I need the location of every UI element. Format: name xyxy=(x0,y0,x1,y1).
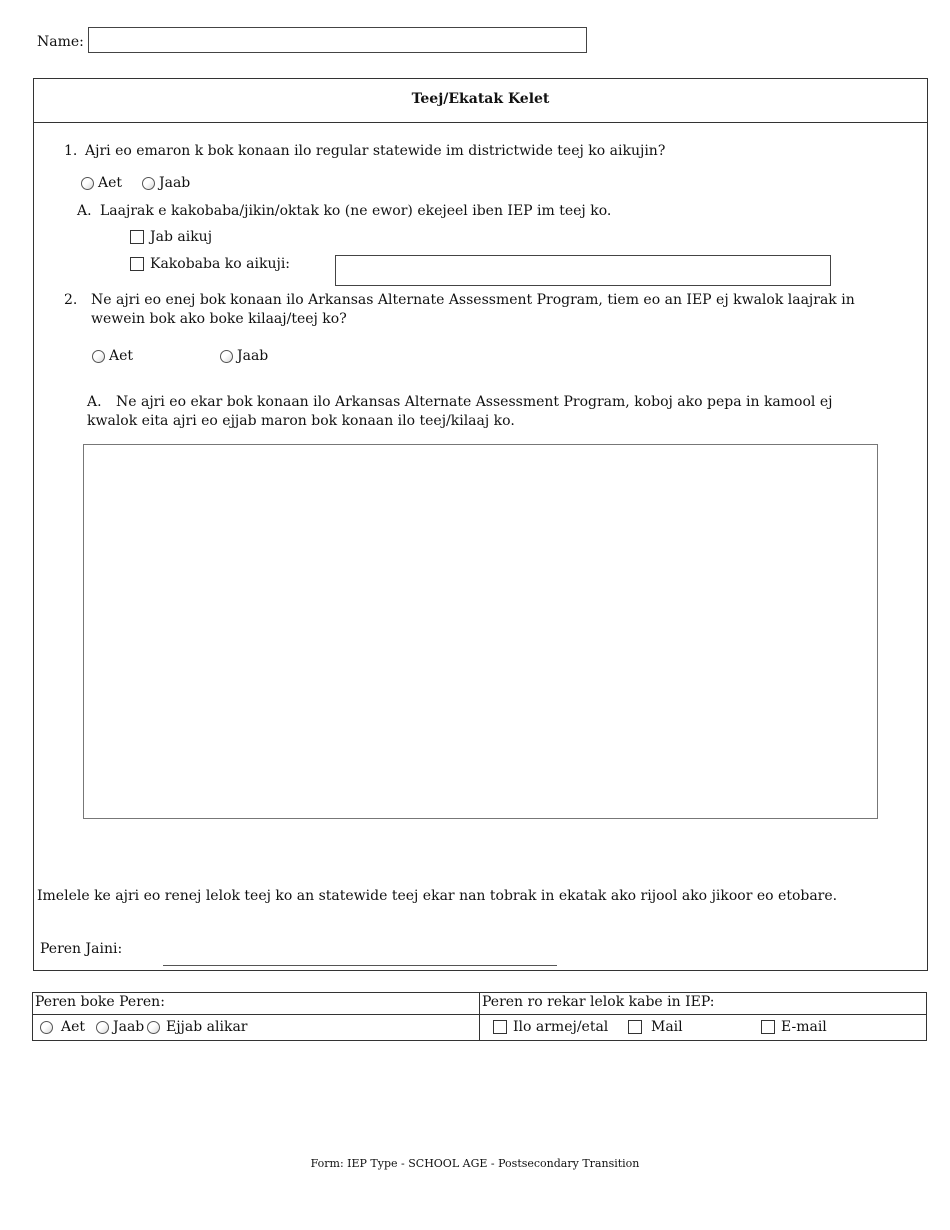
section-title-divider xyxy=(33,122,928,123)
q1-text: Ajri eo emaron k bok konaan ilo regular statewide im districtwide teej ko aikujin? xyxy=(85,143,666,159)
iep-copy-header: Peren ro rekar lelok kabe in IEP: xyxy=(482,994,715,1010)
name-input[interactable] xyxy=(88,27,587,53)
q1-no-label: Jaab xyxy=(159,175,191,191)
delivery-option-in-person[interactable] xyxy=(493,1018,608,1036)
parent-yes-radio[interactable] xyxy=(40,1021,53,1034)
in-person-checkbox[interactable] xyxy=(493,1020,507,1034)
accommodations-label: Kakobaba ko aikuji: xyxy=(150,256,291,272)
q1a-letter: A. xyxy=(77,203,92,219)
parent-no-radio[interactable] xyxy=(96,1021,109,1034)
accommodations-checkbox[interactable] xyxy=(130,257,144,271)
not-needed-checkbox[interactable] xyxy=(130,230,144,244)
parent-unknown-radio[interactable] xyxy=(147,1021,160,1034)
parent-option-no[interactable] xyxy=(96,1018,144,1036)
email-checkbox[interactable] xyxy=(761,1020,775,1034)
name-label: Name: xyxy=(37,34,84,50)
q1-number: 1. xyxy=(64,143,78,159)
q1-option-no[interactable] xyxy=(142,174,190,192)
q2-option-yes[interactable] xyxy=(92,347,133,365)
email-label: E-mail xyxy=(781,1019,827,1035)
form-footer: Form: IEP Type - SCHOOL AGE - Postsecondary Transition xyxy=(310,1157,640,1170)
mail-checkbox[interactable] xyxy=(628,1020,642,1034)
parent-option-yes[interactable] xyxy=(40,1018,85,1036)
q1-no-radio[interactable] xyxy=(142,177,155,190)
q2-yes-label: Aet xyxy=(109,348,134,364)
q2-text: Ne ajri eo enej bok konaan ilo Arkansas Alternate Assessment Program, tiem eo an IEP ej kwalok laajrak in wewein bok ako boke kilaaj/teej ko? xyxy=(91,292,855,327)
q1-option-yes[interactable] xyxy=(81,174,122,192)
q2-number: 2. xyxy=(64,292,78,308)
accommodations-input[interactable] xyxy=(335,255,831,286)
q2a-textarea[interactable] xyxy=(83,444,878,819)
q1a-option-not-needed[interactable] xyxy=(130,228,212,246)
notice-text: Imelele ke ajri eo renej lelok teej ko an statewide teej ekar nan tobrak in ekatak ako rijool ako jikoor eo etobare. xyxy=(37,888,838,904)
parent-yes-label: Aet xyxy=(61,1019,86,1035)
q2-no-radio[interactable] xyxy=(220,350,233,363)
parent-present-header: Peren boke Peren: xyxy=(35,994,165,1010)
q2a-letter: A. xyxy=(87,394,102,410)
q1-yes-radio[interactable] xyxy=(81,177,94,190)
signature-label: Peren Jaini: xyxy=(40,941,123,957)
mail-label: Mail xyxy=(651,1019,683,1035)
q1-yes-label: Aet xyxy=(98,175,123,191)
delivery-option-email[interactable] xyxy=(761,1018,827,1036)
signature-line[interactable] xyxy=(163,965,557,966)
parent-option-unknown[interactable] xyxy=(147,1018,247,1036)
q1a-option-accommodations[interactable] xyxy=(130,255,290,273)
parent-table-col-divider xyxy=(479,992,480,1041)
q2a-text: Ne ajri eo ekar bok konaan ilo Arkansas Alternate Assessment Program, koboj ako pepa in kamool ej kwalok eita ajri eo ejjab maron bok konaan ilo teej/kilaaj ko. xyxy=(87,394,833,429)
parent-no-label: Jaab xyxy=(113,1019,145,1035)
q2-no-label: Jaab xyxy=(237,348,269,364)
parent-unknown-label: Ejjab alikar xyxy=(166,1019,248,1035)
q1a-text: Laajrak e kakobaba/jikin/oktak ko (ne ewor) ekejeel iben IEP im teej ko. xyxy=(100,203,612,219)
delivery-option-mail[interactable] xyxy=(628,1018,683,1036)
q2-option-no[interactable] xyxy=(220,347,268,365)
in-person-label: Ilo armej/etal xyxy=(513,1019,609,1035)
not-needed-label: Jab aikuj xyxy=(150,229,213,245)
q2-yes-radio[interactable] xyxy=(92,350,105,363)
section-title: Teej/Ekatak Kelet xyxy=(411,91,550,107)
